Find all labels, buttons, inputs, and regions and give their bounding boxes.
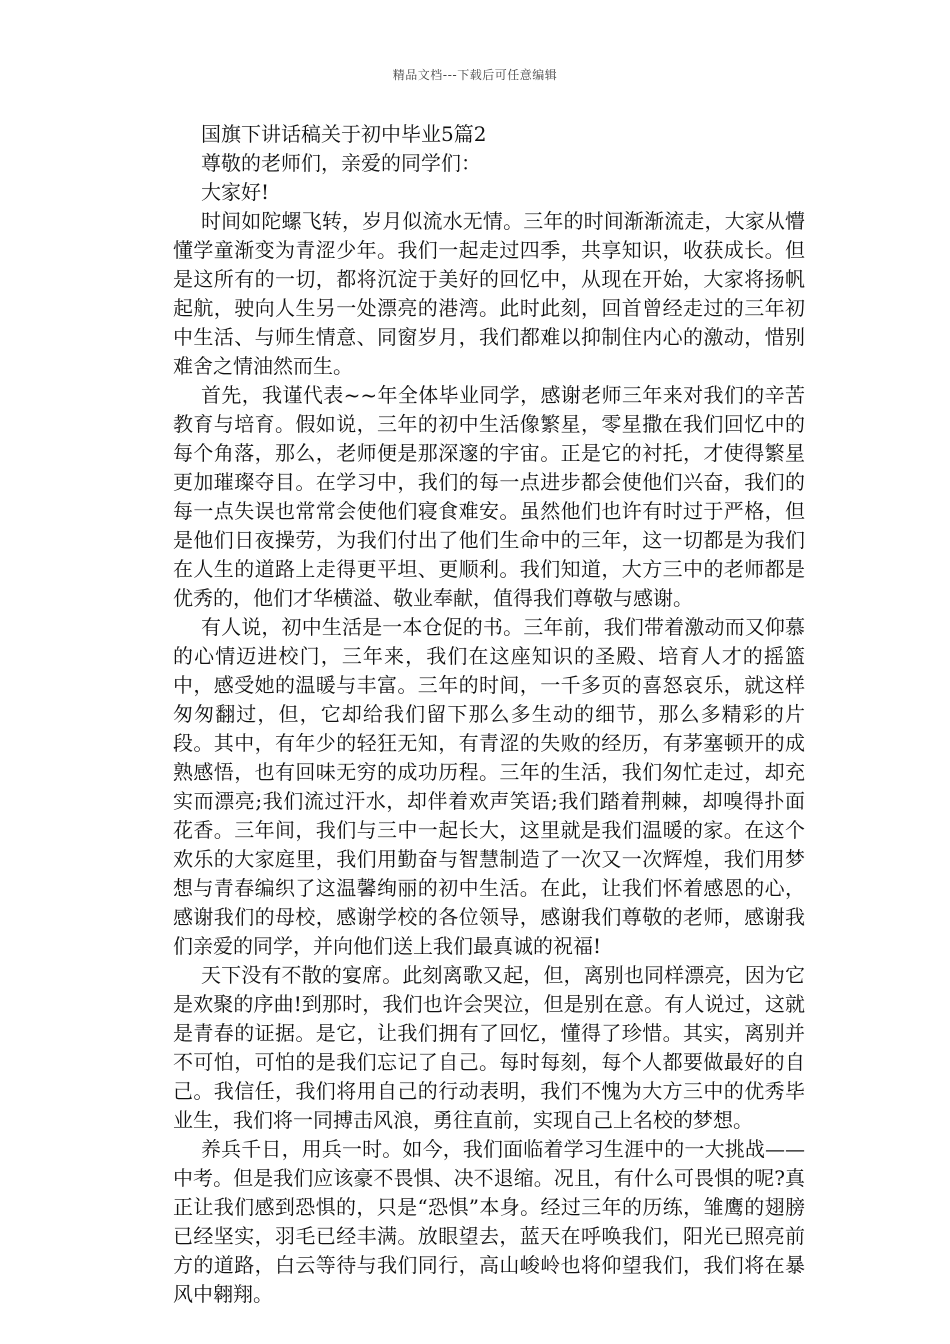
paragraph-4: 天下没有不散的宴席。此刻离歌又起，但，离别也同样漂亮，因为它是欢聚的序曲!到那时，我们也许会哭泣，但是别在意。有人说过，这就是青春的证据。是它，让我们拥有了回忆，懂得了珍惜。其实，离别并不可怕，可怕的是我们忘记了自己。每时每刻，每个人都要做最好的自己。我信任，我们将用自己的行动表明，我们不愧为大方三中的优秀毕业生，我们将一同搏击风浪，勇往直前，实现自己上名校的梦想。: [173, 963, 805, 1132]
document-title: 国旗下讲话稿关于初中毕业5篇2: [201, 122, 487, 146]
paragraph-2: 首先，我谨代表~~年全体毕业同学，感谢老师三年来对我们的辛苦教育与培育。假如说，三年的初中生活像繁星，零星撒在我们回忆中的每个角落，那么，老师便是那深邃的宇宙。正是它的衬托，才使得繁星更加璀璨夺目。在学习中，我们的每一点进步都会使他们兴奋，我们的每一点失误也常常会使他们寝食难安。虽然他们也许有时过于严格，但是他们日夜操劳，为我们付出了他们生命中的三年，这一切都是为我们在人生的道路上走得更平坦、更顺利。我们知道，大方三中的老师都是优秀的，他们才华横溢、敬业奉献，值得我们尊敬与感谢。: [173, 383, 805, 610]
salutation: 尊敬的老师们，亲爱的同学们：: [201, 151, 481, 175]
paragraph-5: 养兵千日，用兵一时。如今，我们面临着学习生涯中的一大挑战——中考。但是我们应该豪不畏惧、决不退缩。况且，有什么可畏惧的呢?真正让我们感到恐惧的，只是“恐惧”本身。经过三年的历练，雏鹰的翅膀已经坚实，羽毛已经丰满。放眼望去，蓝天在呼唤我们，阳光已照亮前方的道路，白云等待与我们同行，高山峻岭也将仰望我们，我们将在暴风中翱翔。: [173, 1137, 805, 1306]
paragraph-1: 时间如陀螺飞转，岁月似流水无情。三年的时间渐渐流走，大家从懵懂学童渐变为青涩少年。我们一起走过四季，共享知识，收获成长。但是这所有的一切，都将沉淀于美好的回忆中，从现在开始，大家将扬帆起航，驶向人生另一处漂亮的港湾。此时此刻，回首曾经走过的三年初中生活、与师生情意、同窗岁月，我们都难以抑制住内心的激动，惜别难舍之情油然而生。: [173, 209, 805, 378]
greeting: 大家好!: [201, 180, 270, 204]
paragraph-3: 有人说，初中生活是一本仓促的书。三年前，我们带着激动而又仰慕的心情迈进校门，三年来，我们在这座知识的圣殿、培育人才的摇篮中，感受她的温暖与丰富。三年的时间，一千多页的喜怒哀乐，就这样匆匆翻过，但，它却给我们留下那么多生动的细节，那么多精彩的片段。其中，有年少的轻狂无知，有青涩的失败的经历，有茅塞顿开的成熟感悟，也有回味无穷的成功历程。三年的生活，我们匆忙走过，却充实而漂亮;我们流过汗水，却伴着欢声笑语;我们踏着荆棘，却嗅得扑面花香。三年间，我们与三中一起长大，这里就是我们温暖的家。在这个欢乐的大家庭里，我们用勤奋与智慧制造了一次又一次辉煌，我们用梦想与青春编织了这温馨绚丽的初中生活。在此，让我们怀着感恩的心，感谢我们的母校，感谢学校的各位领导，感谢我们尊敬的老师，感谢我们亲爱的同学，并向他们送上我们最真诚的祝福!: [173, 615, 805, 958]
document-body: [173, 120, 805, 1309]
page-header-note: 精品文档---下载后可任意编辑: [392, 68, 558, 82]
